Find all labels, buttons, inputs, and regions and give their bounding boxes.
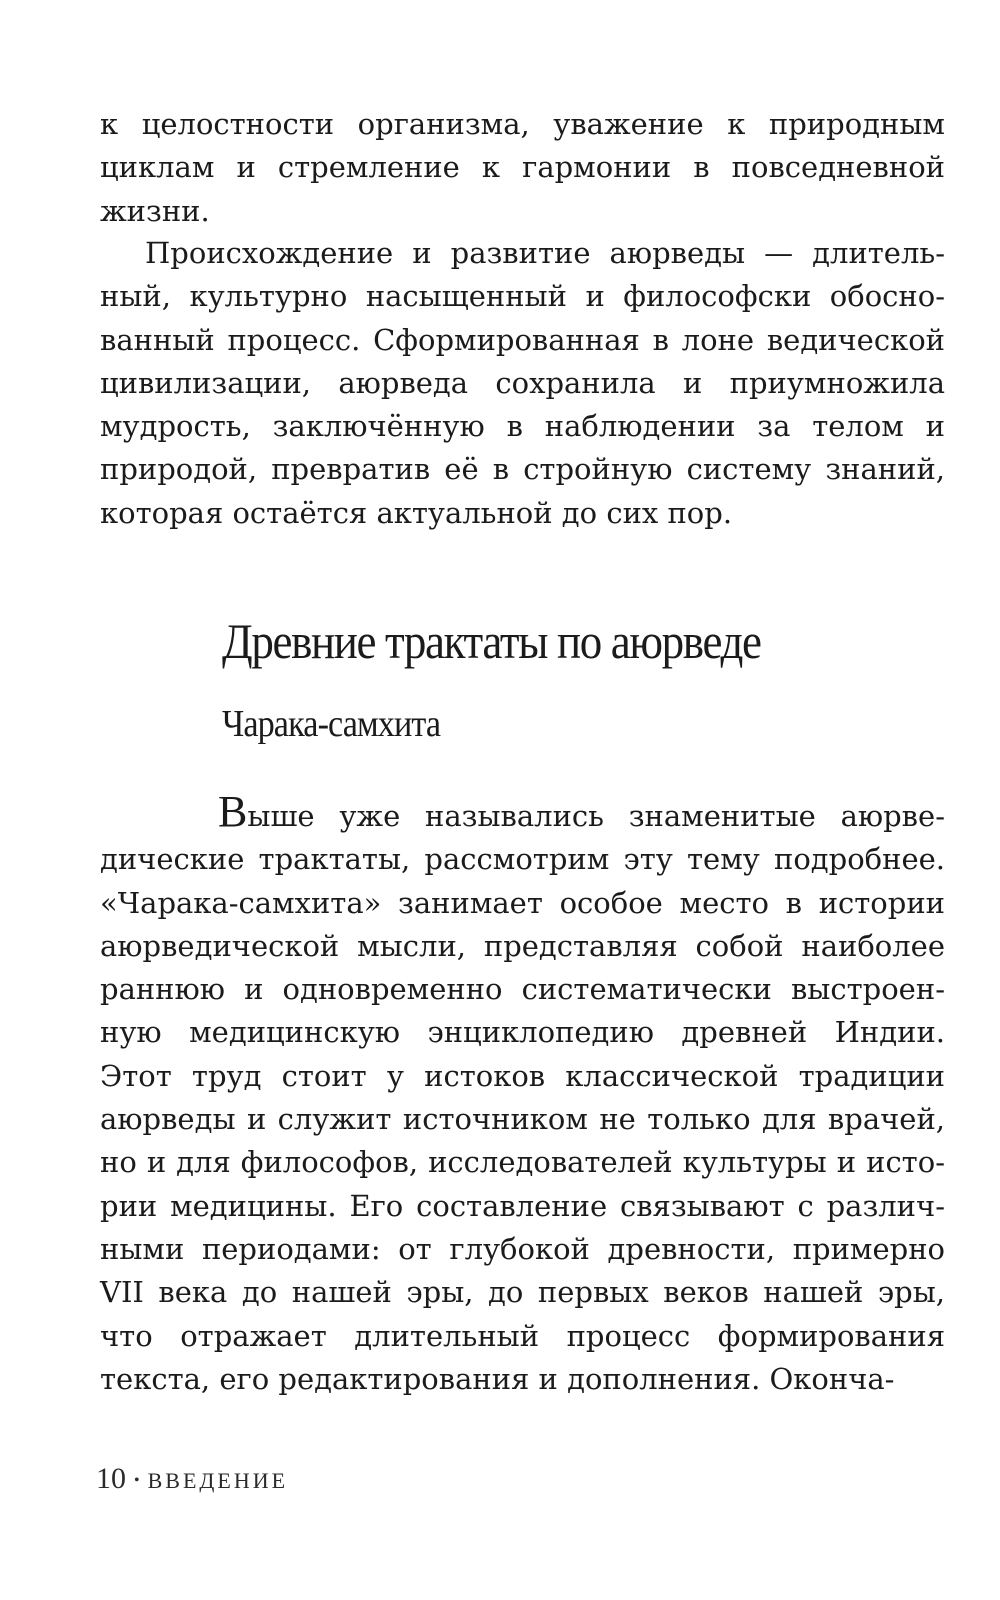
paragraph-ayurveda-origin: Происхождение и развитие аюрведы — длительный, культурно насыщенный и философски обоснованный процесс. Сформированная в лоне ведической цивилизации, аюрведа сохранила и приумножила мудрость, заключённую в наблюдении за телом и природой, превратив её в стройную систему знаний, которая остаётся актуальной до сих пор. [100, 236, 945, 530]
paragraph-charaka-text: ыше уже назывались знаменитые аюрведические трактаты, рассмотрим эту тему подробнее. «Чарака-самхита» занимает особое место в истории аюрведической мысли, представляя собой наиболее раннюю и одновременно систематически выстроенную медицинскую энциклопедию древней Индии. Этот труд стоит у истоков классической традиции аюрведы и служит источником не только для врачей, но и для философов, исследователей культуры и истории медицины. Его составление связывают с различными периодами: от глубокой древности, примерно VII века до нашей эры, до первых веков нашей эры, что отражает длительный процесс формирования текста, его редактирования и дополнения. Оконча- [100, 799, 945, 1396]
section-heading: Древние трактаты по аюрведе [222, 613, 761, 669]
paragraph-charaka-samhita [100, 787, 945, 1401]
page-footer [96, 1462, 288, 1496]
drop-cap-initial: В [218, 787, 248, 836]
running-section-name: ВВЕДЕНИЕ [147, 1468, 289, 1493]
footer-separator: • [134, 1472, 140, 1490]
page-number: 10 [96, 1462, 126, 1495]
paragraph-continuation: к целостности организма, уважение к природным циклам и стремление к гармонии в повседневной жизни. [100, 107, 945, 228]
subsection-heading: Чарака-самхита [222, 703, 441, 745]
